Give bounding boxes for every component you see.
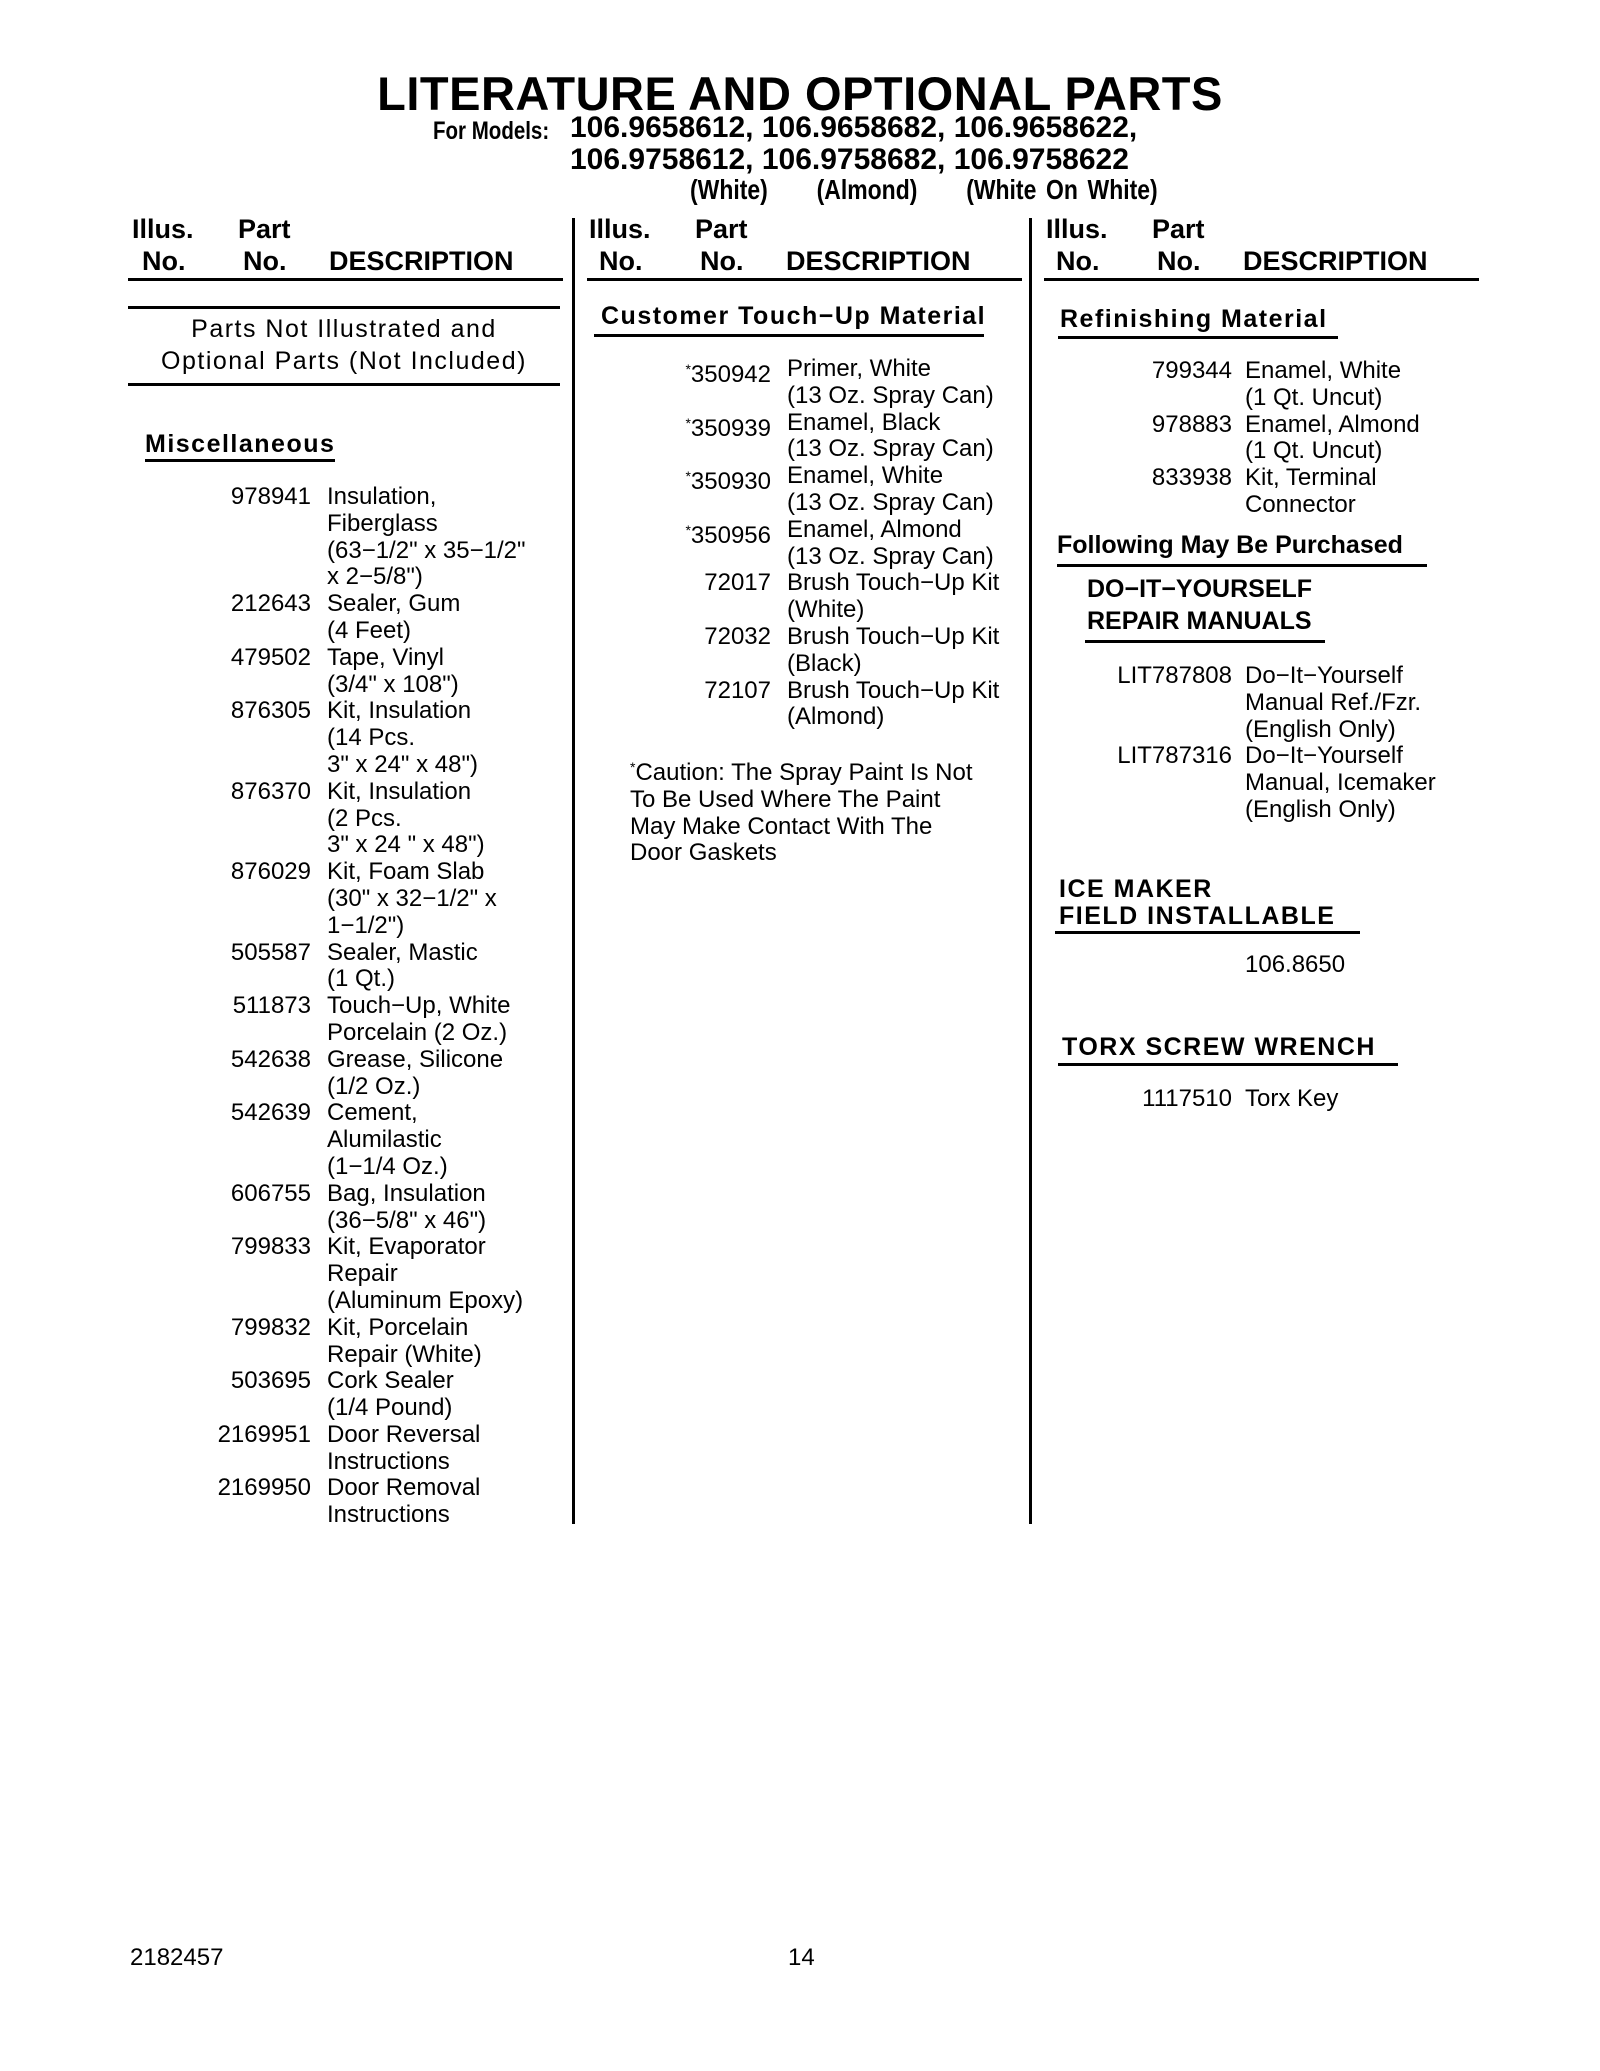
part-entry bbox=[200, 1475, 560, 1529]
not-illustrated-heading-line-1: Parts Not Illustrated and bbox=[191, 315, 497, 343]
header-description: DESCRIPTION bbox=[1243, 246, 1428, 276]
part-description: Sealer, Gum (4 Feet) bbox=[327, 590, 461, 644]
ice-maker-part-number: 106.8650 bbox=[1245, 951, 1346, 978]
part-entry bbox=[200, 993, 560, 1047]
header-illus-no: No. bbox=[142, 246, 186, 276]
part-description: Door Reversal Instructions bbox=[327, 1420, 481, 1475]
part-number bbox=[1105, 412, 1232, 439]
part-description: Sealer, Mastic (1 Qt.) bbox=[327, 938, 478, 993]
following-heading-text: Following May Be Purchased bbox=[1057, 531, 1403, 559]
part-number bbox=[200, 1181, 311, 1208]
header-part: Part bbox=[1152, 214, 1205, 244]
part-number-text: 833938 bbox=[1151, 464, 1232, 492]
diy-manuals-heading-line-1: DO−IT−YOURSELF bbox=[1087, 575, 1313, 603]
part-number-text: 350939 bbox=[690, 414, 771, 442]
caution-text: Caution: The Spray Paint Is Not To Be Used Where The Paint May Make Contact With The Door Gaskets bbox=[630, 759, 973, 867]
torx-heading-text: TORX SCREW WRENCH bbox=[1062, 1033, 1376, 1061]
part-number-text: 542638 bbox=[230, 1045, 311, 1073]
boxed-heading-top-rule bbox=[128, 306, 560, 309]
part-entry bbox=[200, 1181, 560, 1235]
part-number bbox=[200, 779, 311, 806]
models-line-2: 106.9758612, 106.9758682, 106.9758622 bbox=[570, 143, 1129, 176]
touch-up-parts-list bbox=[660, 356, 1020, 731]
part-number-text: 2169950 bbox=[217, 1474, 311, 1502]
torx-heading bbox=[1062, 1033, 1376, 1062]
part-description: Cement, Alumilastic (1−1/4 Oz.) bbox=[327, 1099, 448, 1180]
part-number bbox=[200, 940, 311, 967]
diy-manuals-heading-line-2: REPAIR MANUALS bbox=[1087, 607, 1312, 635]
part-entry bbox=[1105, 358, 1485, 412]
part-description: Enamel, White (13 Oz. Spray Can) bbox=[787, 462, 994, 516]
ice-maker-heading-line-2: FIELD INSTALLABLE bbox=[1059, 902, 1336, 930]
part-number bbox=[660, 463, 771, 496]
part-number-text: 876370 bbox=[230, 777, 311, 805]
part-number bbox=[660, 624, 771, 651]
torx-heading-rule bbox=[1058, 1063, 1398, 1066]
part-number-text: 876305 bbox=[230, 697, 311, 725]
refinishing-heading-rule bbox=[1058, 336, 1338, 339]
part-number bbox=[200, 1234, 311, 1261]
asterisk-icon: * bbox=[685, 468, 691, 485]
refinishing-heading-text: Refinishing Material bbox=[1060, 305, 1328, 333]
part-number bbox=[660, 517, 771, 550]
part-entry bbox=[200, 1368, 560, 1422]
part-number bbox=[660, 678, 771, 705]
page-title: LITERATURE AND OPTIONAL PARTS bbox=[377, 67, 1223, 120]
following-heading bbox=[1057, 531, 1403, 560]
part-number-text: 799344 bbox=[1151, 357, 1232, 384]
part-number bbox=[200, 859, 311, 886]
part-number: 1117510 bbox=[1142, 1085, 1232, 1112]
asterisk-icon: * bbox=[685, 361, 691, 377]
diy-manuals-list bbox=[1105, 663, 1485, 824]
part-entry bbox=[1105, 412, 1485, 466]
part-description: Brush Touch−Up Kit (White) bbox=[787, 569, 1000, 624]
part-description: Kit, Insulation (14 Pcs. 3" x 24" x 48") bbox=[327, 697, 478, 778]
header-part-no: No. bbox=[700, 246, 744, 276]
part-entry bbox=[660, 678, 1020, 732]
color-almond: (Almond) bbox=[816, 174, 918, 205]
touch-up-heading-text: Customer Touch−Up Material bbox=[601, 302, 987, 330]
part-description: Bag, Insulation (36−5/8" x 46") bbox=[327, 1179, 487, 1234]
part-number bbox=[200, 1368, 311, 1395]
part-number-text: 799833 bbox=[230, 1233, 311, 1261]
part-number bbox=[200, 484, 311, 511]
part-description: Touch−Up, White Porcelain (2 Oz.) bbox=[327, 992, 511, 1046]
part-description: Kit, Insulation (2 Pcs. 3" x 24 " x 48") bbox=[327, 777, 485, 859]
part-number bbox=[200, 1422, 311, 1449]
header-illus: Illus. bbox=[589, 214, 651, 244]
color-white-on-white: (White On White) bbox=[966, 174, 1158, 205]
asterisk-icon: * bbox=[685, 414, 691, 431]
part-number-text: 503695 bbox=[230, 1367, 311, 1395]
part-entry bbox=[1105, 663, 1485, 743]
header-illus: Illus. bbox=[1046, 214, 1108, 244]
part-number-text: 511873 bbox=[232, 992, 311, 1020]
part-number bbox=[200, 1315, 311, 1342]
header-part-no: No. bbox=[243, 246, 287, 276]
following-heading-rule bbox=[1057, 564, 1427, 567]
part-description: Grease, Silicone (1/2 Oz.) bbox=[327, 1045, 504, 1100]
header-part-no: No. bbox=[1157, 246, 1201, 276]
header-illus-no: No. bbox=[599, 246, 643, 276]
part-number bbox=[1105, 663, 1232, 690]
part-entry bbox=[200, 859, 560, 939]
ice-maker-heading-rule bbox=[1055, 931, 1360, 934]
part-entry bbox=[660, 624, 1020, 678]
header-illus: Illus. bbox=[132, 214, 194, 244]
asterisk-icon: * bbox=[685, 521, 691, 538]
diy-manuals-heading bbox=[1087, 573, 1312, 637]
part-entry bbox=[200, 645, 560, 699]
header-rule-1 bbox=[128, 278, 563, 281]
touch-up-heading-rule bbox=[594, 334, 984, 337]
page-number: 14 bbox=[788, 1944, 815, 1971]
part-entry bbox=[1105, 465, 1485, 519]
part-description: Enamel, White (1 Qt. Uncut) bbox=[1245, 357, 1402, 411]
document-number: 2182457 bbox=[130, 1944, 224, 1971]
part-entry bbox=[200, 484, 560, 591]
part-entry bbox=[200, 1422, 560, 1476]
part-description: Enamel, Black (13 Oz. Spray Can) bbox=[787, 408, 994, 463]
part-description: Kit, Porcelain Repair (White) bbox=[327, 1313, 482, 1368]
part-number-text: 479502 bbox=[230, 643, 311, 671]
models-label: For Models: bbox=[433, 117, 550, 145]
part-entry bbox=[200, 1100, 560, 1180]
part-number-text: 72107 bbox=[704, 676, 771, 704]
miscellaneous-parts-list bbox=[200, 484, 560, 1529]
part-entry bbox=[660, 410, 1020, 464]
refinishing-parts-list bbox=[1105, 358, 1485, 519]
miscellaneous-heading-text: Miscellaneous bbox=[145, 430, 335, 462]
part-number bbox=[200, 1100, 311, 1127]
part-entry bbox=[200, 1234, 560, 1314]
ice-maker-heading bbox=[1059, 876, 1335, 930]
part-number bbox=[660, 410, 771, 443]
part-number-text: 978941 bbox=[230, 483, 311, 510]
refinishing-heading bbox=[1060, 305, 1328, 334]
part-number-text: 505587 bbox=[230, 938, 311, 966]
part-number bbox=[660, 570, 771, 597]
part-number-text: 350930 bbox=[690, 468, 771, 496]
color-white: (White) bbox=[690, 174, 768, 205]
part-entry bbox=[660, 570, 1020, 624]
part-number-text: 978883 bbox=[1151, 410, 1232, 438]
model-colors bbox=[690, 174, 1158, 206]
part-description: Primer, White (13 Oz. Spray Can) bbox=[787, 355, 994, 409]
part-number bbox=[200, 698, 311, 725]
part-number-text: LIT787316 bbox=[1117, 742, 1232, 770]
caution-note bbox=[630, 754, 1010, 867]
part-description: Door Removal Instructions bbox=[327, 1474, 481, 1529]
part-number bbox=[1105, 465, 1232, 492]
part-description: Cork Sealer (1/4 Pound) bbox=[327, 1367, 454, 1422]
part-entry bbox=[200, 698, 560, 778]
part-description: Torx Key bbox=[1245, 1085, 1339, 1112]
part-entry bbox=[1105, 743, 1485, 823]
part-number bbox=[660, 356, 771, 389]
part-number-text: 606755 bbox=[230, 1179, 311, 1207]
torx-item bbox=[1105, 1086, 1485, 1113]
part-number bbox=[200, 993, 311, 1020]
header-description: DESCRIPTION bbox=[786, 246, 971, 276]
part-description: Do−It−Yourself Manual, Icemaker (English Only) bbox=[1245, 742, 1436, 823]
header-rule-2 bbox=[587, 278, 1022, 281]
part-number bbox=[200, 645, 311, 672]
part-description: Kit, Evaporator Repair (Aluminum Epoxy) bbox=[327, 1233, 524, 1314]
part-entry bbox=[660, 463, 1020, 517]
part-description: Kit, Foam Slab (30" x 32−1/2" x 1−1/2") bbox=[327, 858, 497, 939]
touch-up-heading bbox=[601, 302, 986, 331]
diy-manuals-heading-rule bbox=[1085, 640, 1325, 643]
asterisk-icon: * bbox=[630, 759, 636, 775]
header-part: Part bbox=[238, 214, 291, 244]
part-number-text: 2169951 bbox=[217, 1420, 311, 1448]
ice-maker-heading-line-1: ICE MAKER bbox=[1059, 875, 1213, 903]
part-description: Enamel, Almond (1 Qt. Uncut) bbox=[1245, 410, 1420, 465]
part-entry bbox=[200, 1047, 560, 1101]
part-entry bbox=[200, 940, 560, 994]
part-number-text: 72032 bbox=[704, 622, 771, 650]
part-number-text: LIT787808 bbox=[1117, 662, 1232, 689]
part-description: Kit, Terminal Connector bbox=[1245, 464, 1377, 518]
part-number bbox=[200, 1475, 311, 1502]
part-description: Brush Touch−Up Kit (Almond) bbox=[787, 676, 1000, 731]
part-entry bbox=[200, 591, 560, 645]
part-number-text: 350956 bbox=[690, 521, 771, 549]
not-illustrated-heading bbox=[128, 313, 560, 377]
header-rule-3 bbox=[1044, 278, 1479, 281]
part-entry bbox=[660, 356, 1020, 410]
header-description: DESCRIPTION bbox=[329, 246, 514, 276]
header-illus-no: No. bbox=[1056, 246, 1100, 276]
part-number-text: 72017 bbox=[704, 569, 771, 597]
header-part: Part bbox=[695, 214, 748, 244]
part-description: Tape, Vinyl (3/4" x 108") bbox=[327, 643, 459, 698]
part-number-text: 350942 bbox=[690, 361, 771, 388]
models-line-1: 106.9658612, 106.9658682, 106.9658622, bbox=[570, 111, 1138, 144]
part-number bbox=[1105, 358, 1232, 385]
part-number-text: 876029 bbox=[230, 858, 311, 886]
boxed-heading-bottom-rule bbox=[128, 383, 560, 386]
part-description: Brush Touch−Up Kit (Black) bbox=[787, 622, 1000, 677]
part-entry bbox=[660, 517, 1020, 571]
miscellaneous-heading bbox=[145, 430, 335, 459]
part-description: Insulation, Fiberglass (63−1/2" x 35−1/2" x 2−5/8") bbox=[327, 483, 526, 591]
not-illustrated-heading-line-2: Optional Parts (Not Included) bbox=[161, 347, 527, 375]
part-number bbox=[200, 591, 311, 618]
part-description: Do−It−Yourself Manual Ref./Fzr. (English Only) bbox=[1245, 662, 1422, 743]
part-number-text: 542639 bbox=[230, 1099, 311, 1127]
part-description: Enamel, Almond (13 Oz. Spray Can) bbox=[787, 515, 994, 570]
part-number bbox=[200, 1047, 311, 1074]
part-number-text: 799832 bbox=[230, 1313, 311, 1341]
part-entry bbox=[200, 1315, 560, 1369]
part-number bbox=[1105, 743, 1232, 770]
part-number-text: 212643 bbox=[230, 590, 311, 618]
part-entry bbox=[200, 779, 560, 859]
